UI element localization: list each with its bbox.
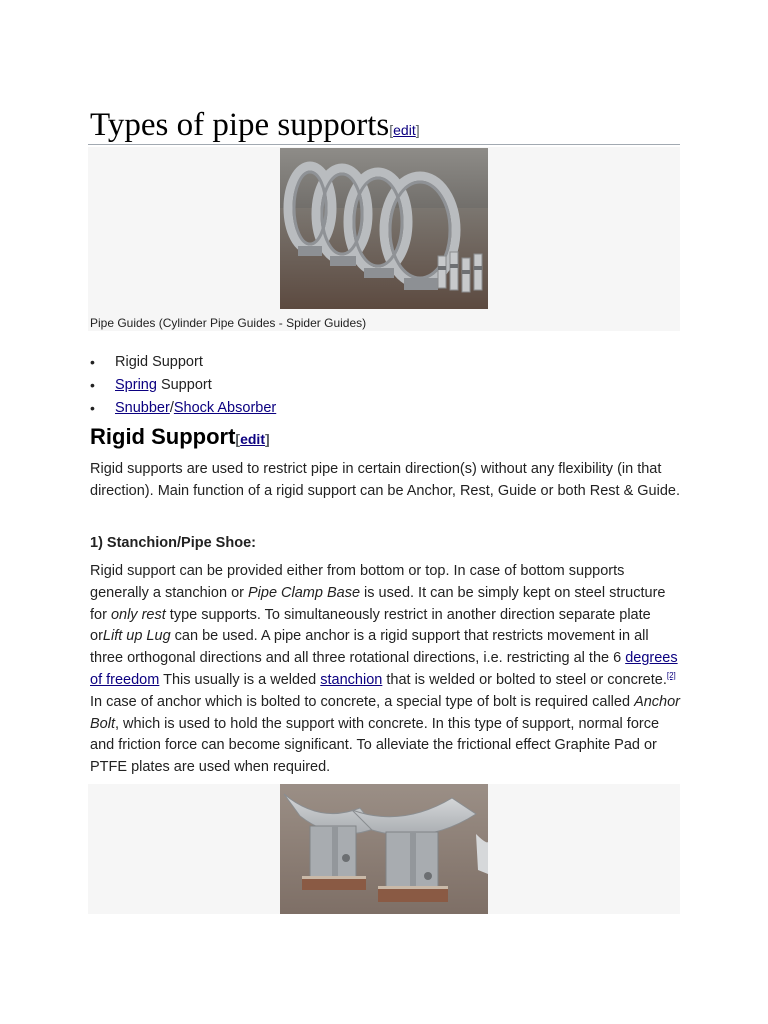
rigid-support-intro: Rigid supports are used to restrict pipe in certain direction(s) without any flexibility (in that direction). Main function of a rigid support can be Anchor, Rest, Guide or both Rest & Guide. xyxy=(90,461,680,499)
text-run: Rigid support can be provided either from bottom or top. In case of bottom supports generally a stanchion or xyxy=(90,563,625,601)
section-heading-text: Rigid Support xyxy=(90,424,236,449)
edit-bracket-close: ] xyxy=(415,122,420,138)
stanchion-paragraph xyxy=(90,561,680,779)
figure-caption: Pipe Guides (Cylinder Pipe Guides - Spider Guides) xyxy=(90,316,367,330)
support-types-list xyxy=(90,352,276,421)
text-run: This usually is a welded xyxy=(159,671,321,688)
edit-bracket-close: ] xyxy=(264,431,270,447)
figure-pipe-shoes xyxy=(88,784,680,914)
edit-section-link[interactable]: edit xyxy=(240,431,265,447)
figure-pipe-guides xyxy=(88,147,680,331)
section-heading-types xyxy=(90,106,680,144)
list-item-text: Rigid Support xyxy=(115,354,203,370)
section-heading-rigid-support xyxy=(90,422,270,452)
list-item xyxy=(90,375,276,398)
edit-bracket-open: [ xyxy=(235,431,241,447)
shock-absorber-link[interactable]: Shock Absorber xyxy=(173,400,277,416)
edit-section-link[interactable]: edit xyxy=(393,122,416,138)
text-run: In case of anchor which is bolted to concrete, a special type of bolt is required called xyxy=(90,693,635,710)
pipe-shoes-image[interactable] xyxy=(280,784,488,914)
spring-link[interactable]: Spring xyxy=(115,377,157,393)
edit-bracket-open: [ xyxy=(389,122,394,138)
subsection-heading-stanchion: 1) Stanchion/Pipe Shoe: xyxy=(90,535,256,551)
pipe-guides-image[interactable] xyxy=(280,148,488,309)
list-item xyxy=(90,398,276,421)
edit-section-link-wrapper xyxy=(235,431,269,447)
text-run: that is welded or bolted to steel or concrete. xyxy=(382,671,667,688)
list-separator: / xyxy=(169,400,174,416)
italic-term: only rest xyxy=(110,606,166,623)
italic-term: Anchor Bolt xyxy=(90,693,681,732)
reference-link[interactable]: [2] xyxy=(666,671,676,681)
heading-divider xyxy=(88,144,680,145)
degrees-of-freedom-link[interactable]: degrees of freedom xyxy=(90,650,678,688)
edit-section-link-wrapper xyxy=(389,122,419,138)
snubber-link[interactable]: Snubber xyxy=(115,400,170,416)
text-run: , which is used to hold the support with concrete. In this type of support, normal force and friction force can become significant. To alleviate the frictional effect Graphite Pad or PTFE plates are used when required. xyxy=(90,715,660,776)
list-item xyxy=(90,352,276,375)
stanchion-link[interactable]: stanchion xyxy=(320,671,383,688)
bullet-icon: • xyxy=(90,377,95,393)
bullet-icon: • xyxy=(90,354,95,370)
italic-term: Pipe Clamp Base xyxy=(248,584,361,601)
section-heading-text: Types of pipe supports xyxy=(90,107,390,143)
list-item-text: Support xyxy=(156,377,212,393)
text-run: can be used. A pipe anchor is a rigid support that restricts movement in all three orthogonal directions and all three rotational directions, i.e. restricting al the 6 xyxy=(90,628,649,667)
bullet-icon: • xyxy=(90,400,95,416)
italic-term: Lift up Lug xyxy=(102,628,171,645)
text-run: is used. It can be simply kept on steel structure for xyxy=(90,584,666,623)
text-run: type supports. To simultaneously restrict in another direction separate plate or xyxy=(90,606,651,645)
